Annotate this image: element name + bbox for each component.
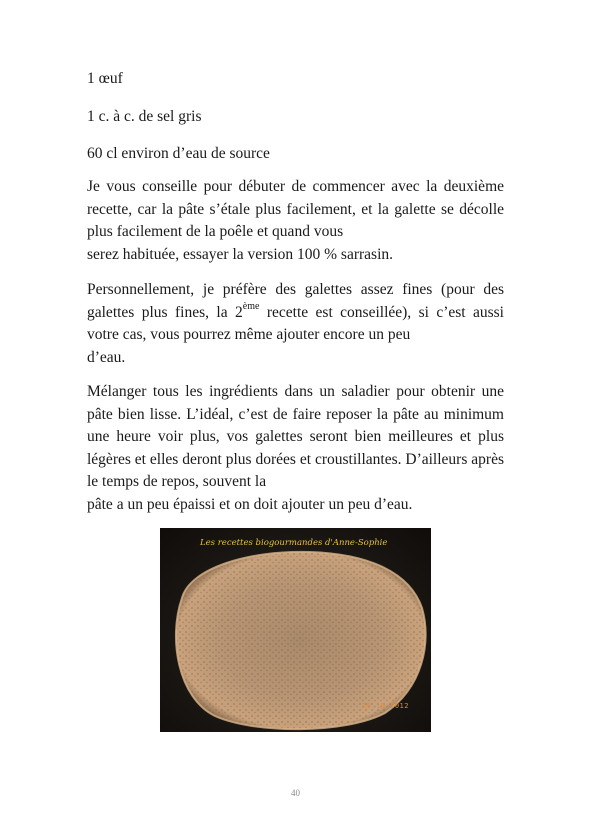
galette-photo [160,528,431,732]
paragraph-thin-galettes-text-end: recette est conseillée), si c’est aussi votre cas, vous pourrez même ajouter encore un peu [87,303,504,344]
paragraph-thin-galettes-last-line: d’eau. [87,348,126,366]
ingredient-salt: 1 c. à c. de sel gris [87,108,202,125]
paragraph-mixing [87,381,504,517]
paragraph-mixing-last-line: pâte a un peu épaissi et on doit ajouter un peu d’eau. [87,495,413,513]
photo-watermark: Les recettes biogourmandes d'Anne-Sophie [200,538,388,548]
paragraph-advice-last-line: serez habituée, essayer la version 100 % sarrasin. [87,245,394,263]
paragraph-mixing-text: Mélanger tous les ingrédients dans un saladier pour obtenir une pâte bien lisse. L’idéal, c’est de faire reposer la pâte au minimum une heure voir plus, vos galettes seront bien meilleures et plus légères et elles deront plus dorées et croustillantes. D’ailleurs après le temps de repos, souvent la [87,383,504,491]
ingredient-egg: 1 œuf [87,70,123,87]
ingredient-water: 60 cl environ d’eau de source [87,145,270,162]
paragraph-thin-galettes-text-start: Personnellement, je préfère des galettes assez fines (pour des galettes plus fines, la 2 [87,281,504,321]
ordinal-superscript: ème [242,300,260,312]
page-number: 40 [291,788,300,798]
photo-date-stamp: 29.10.2012 [361,702,409,710]
paragraph-thin-galettes [87,279,504,369]
paragraph-advice [87,176,504,266]
paragraph-advice-text: Je vous conseille pour débuter de commencer avec la deuxième recette, car la pâte s’étale plus facilement, et la galette se décolle plus facilement de la poêle et quand vous [87,178,504,241]
